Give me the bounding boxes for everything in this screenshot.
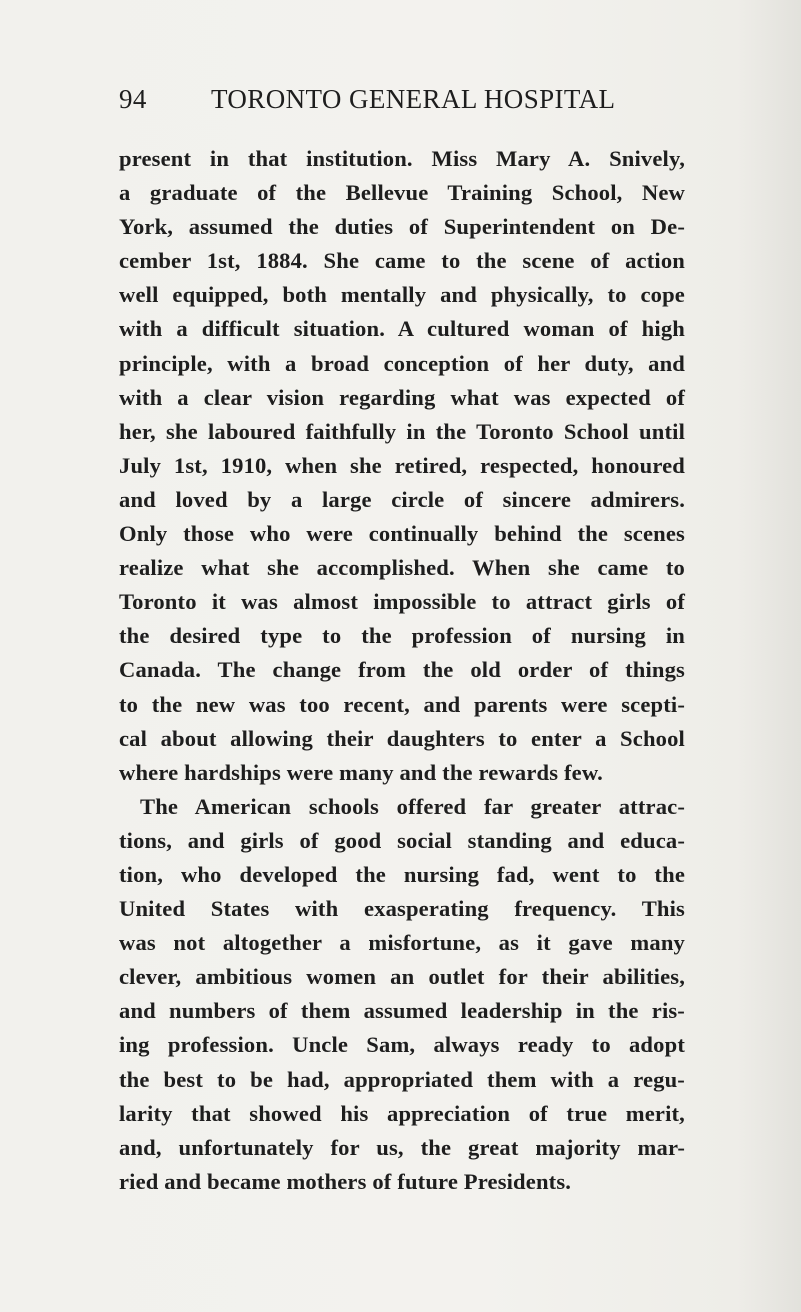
text-line: principle, with a broad conception of her duty, and — [119, 350, 685, 376]
text-line: ing profession. Uncle Sam, always ready to adopt — [119, 1032, 685, 1058]
text-line: to the new was too recent, and parents were scepti- — [119, 691, 685, 717]
text-line: with a clear vision regarding what was expected of — [119, 384, 685, 410]
text-line: and numbers of them assumed leadership in the ris- — [119, 998, 685, 1024]
paragraph-start-line: The American schools offered far greater attrac- — [140, 793, 685, 819]
text-line: ried and became mothers of future Presidents. — [119, 1168, 572, 1194]
text-line: tion, who developed the nursing fad, went to the — [119, 861, 685, 887]
text-line: and loved by a large circle of sincere admirers. — [119, 486, 685, 512]
text-line: was not altogether a misfortune, as it gave many — [119, 930, 685, 956]
text-line: and, unfortunately for us, the great majority mar- — [119, 1134, 685, 1160]
text-line: the best to be had, appropriated them with a regu- — [119, 1066, 685, 1092]
text-line: York, assumed the duties of Superintendent on De- — [119, 214, 685, 240]
text-line: well equipped, both mentally and physically, to cope — [119, 282, 685, 308]
text-line: Toronto it was almost impossible to attract girls of — [119, 589, 685, 615]
text-line: the desired type to the profession of nursing in — [119, 623, 685, 649]
text-line: cal about allowing their daughters to enter a School — [119, 725, 685, 751]
text-line: her, she laboured faithfully in the Toronto School until — [119, 418, 685, 444]
text-line: where hardships were many and the rewards few. — [119, 759, 603, 785]
text-line: United States with exasperating frequency. This — [119, 896, 685, 922]
page-number: 94 — [119, 84, 147, 114]
running-head — [119, 84, 639, 124]
text-line: Only those who were continually behind the scenes — [119, 521, 685, 547]
text-line: a graduate of the Bellevue Training School, New — [119, 180, 685, 206]
text-line: realize what she accomplished. When she came to — [119, 555, 685, 581]
text-line: cember 1st, 1884. She came to the scene of action — [119, 248, 685, 274]
text-line: present in that institution. Miss Mary A. Snively, — [119, 146, 685, 171]
text-line: Canada. The change from the old order of things — [119, 657, 685, 683]
text-line: larity that showed his appreciation of true merit, — [119, 1100, 685, 1126]
text-line: with a difficult situation. A cultured woman of high — [119, 316, 685, 342]
running-title: TORONTO GENERAL HOSPITAL — [211, 84, 616, 114]
body-text — [119, 142, 685, 1199]
text-line: tions, and girls of good social standing and educa- — [119, 827, 685, 853]
text-line: July 1st, 1910, when she retired, respected, honoured — [119, 452, 685, 478]
text-line: clever, ambitious women an outlet for their abilities, — [119, 964, 685, 990]
